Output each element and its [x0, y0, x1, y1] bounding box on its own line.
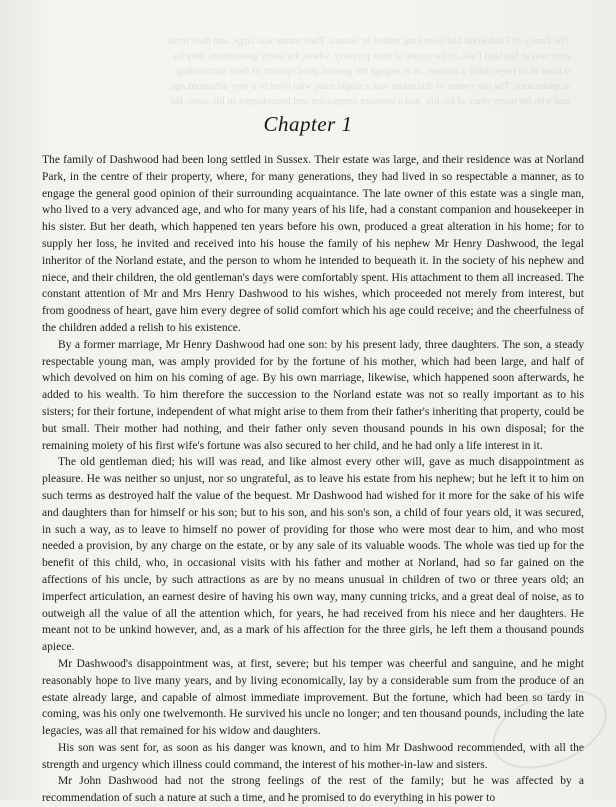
paragraph: The old gentleman died; his will was read, and like almost every other will, gave as much disappointment as pleasure. He was neither so unjust, nor so ungrateful, as to leave his estate from his nephew; but he left it to him on such terms as destroyed half the value of the bequest. Mr Dashwood had wished for it more for the sake of his wife and daughters than for himself or his son; but to his son, and his son's son, a child of four years old, it was secured, in such a way, as to leave to himself no power of providing for those who were most dear to him, and who most needed a provision, by any charge on the estate, or by any sale of its valuable woods. The whole was tied up for the benefit of this child, who, in occasional visits with his father and mother at Norland, had so far gained on the affections of his uncle, by such attractions as are by no means unusual in children of two or three years old; an imperfect articulation, an earnest desire of having his own way, many cunning tricks, and a great deal of noise, as to outweigh all the value of all the attention which, for years, he had received from his niece and her daughters. He meant not to be unkind however, and, as a mark of his affection for the three girls, he left them a thousand pounds apiece.	[42, 456, 584, 654]
paragraph: Mr John Dashwood had not the strong feelings of the rest of the family; but he was affected by a recommendation of such a nature at such a time, and he promised to do everything in his power to	[42, 775, 584, 805]
paragraph: By a former marriage, Mr Henry Dashwood had one son: by his present lady, three daughters. The son, a steady respectable young man, was amply provided for by the fortune of his mother, which had been large, and half of which devolved on him on his coming of age. By his own marriage, likewise, which happened soon afterwards, he added to his wealth. To him therefore the succession to the Norland estate was not so really important as to his sisters; for their fortune, independent of what might arise to them from their father's inheriting that property, could be but small. Their mother had nothing, and their father only seven thousand pounds in his own disposal; for the remaining moiety of his first wife's fortune was also secured to her child, and he had only a life interest in it.	[42, 338, 584, 452]
paragraph: His son was sent for, as soon as his danger was known, and to him Mr Dashwood recommended, with all the strength and urgency which illness could command, the interest of his mother-in-law and sisters.	[42, 741, 584, 771]
paragraph: The family of Dashwood had been long settled in Sussex. Their estate was large, and their residence was at Norland Park, in the centre of their property, where, for many generations, they had lived in so respectable a manner, as to engage the general good opinion of their surrounding acquaintance. The late owner of this estate was a single man, who lived to a very advanced age, and who for many years of his life, had a constant companion and housekeeper in his sister. But her death, which happened ten years before his own, produced a great alteration in his home; for to supply her loss, he invited and received into his house the family of his nephew Mr Henry Dashwood, the legal inheritor of the Norland estate, and the person to whom he intended to bequeath it. In the society of his nephew and niece, and their children, the old gentleman's days were comfortably spent. His attachment to them all increased. The constant attention of Mr and Mrs Henry Dashwood to his wishes, which proceeded not merely from interest, but from goodness of heart, gave him every degree of solid comfort which his age could receive; and the cheerfulness of the children added a relish to his existence.	[42, 154, 584, 334]
chapter-title: Chapter 1	[263, 112, 353, 136]
show-through-text: The family of Dashwood had been long settled in Sussex. Their estate was large, and their resid ence was at Norland Park, in the centre of their property, where, for many generations, they ha d lived in so respectable a manner, as to engage the general good opinion of their surrounding acquaintance. The late owner of this estate was a single man, who lived to a very advanced age, and who for many years of his life, had a constant companion and housekeeper in his sister. Bu	[168, 36, 570, 107]
chapter-body	[42, 152, 584, 807]
paragraph: Mr Dashwood's disappointment was, at first, severe; but his temper was cheerful and sanguine, and he might reasonably hope to live many years, and by living economically, lay by a considerable sum from the produce of an estate already large, and capable of almost immediate improvement. But the fortune, which had been so tardy in coming, was his only one twelvemonth. He survived his uncle no longer; and ten thousand pounds, including the late legacies, was all that remained for his widow and daughters.	[42, 657, 584, 738]
